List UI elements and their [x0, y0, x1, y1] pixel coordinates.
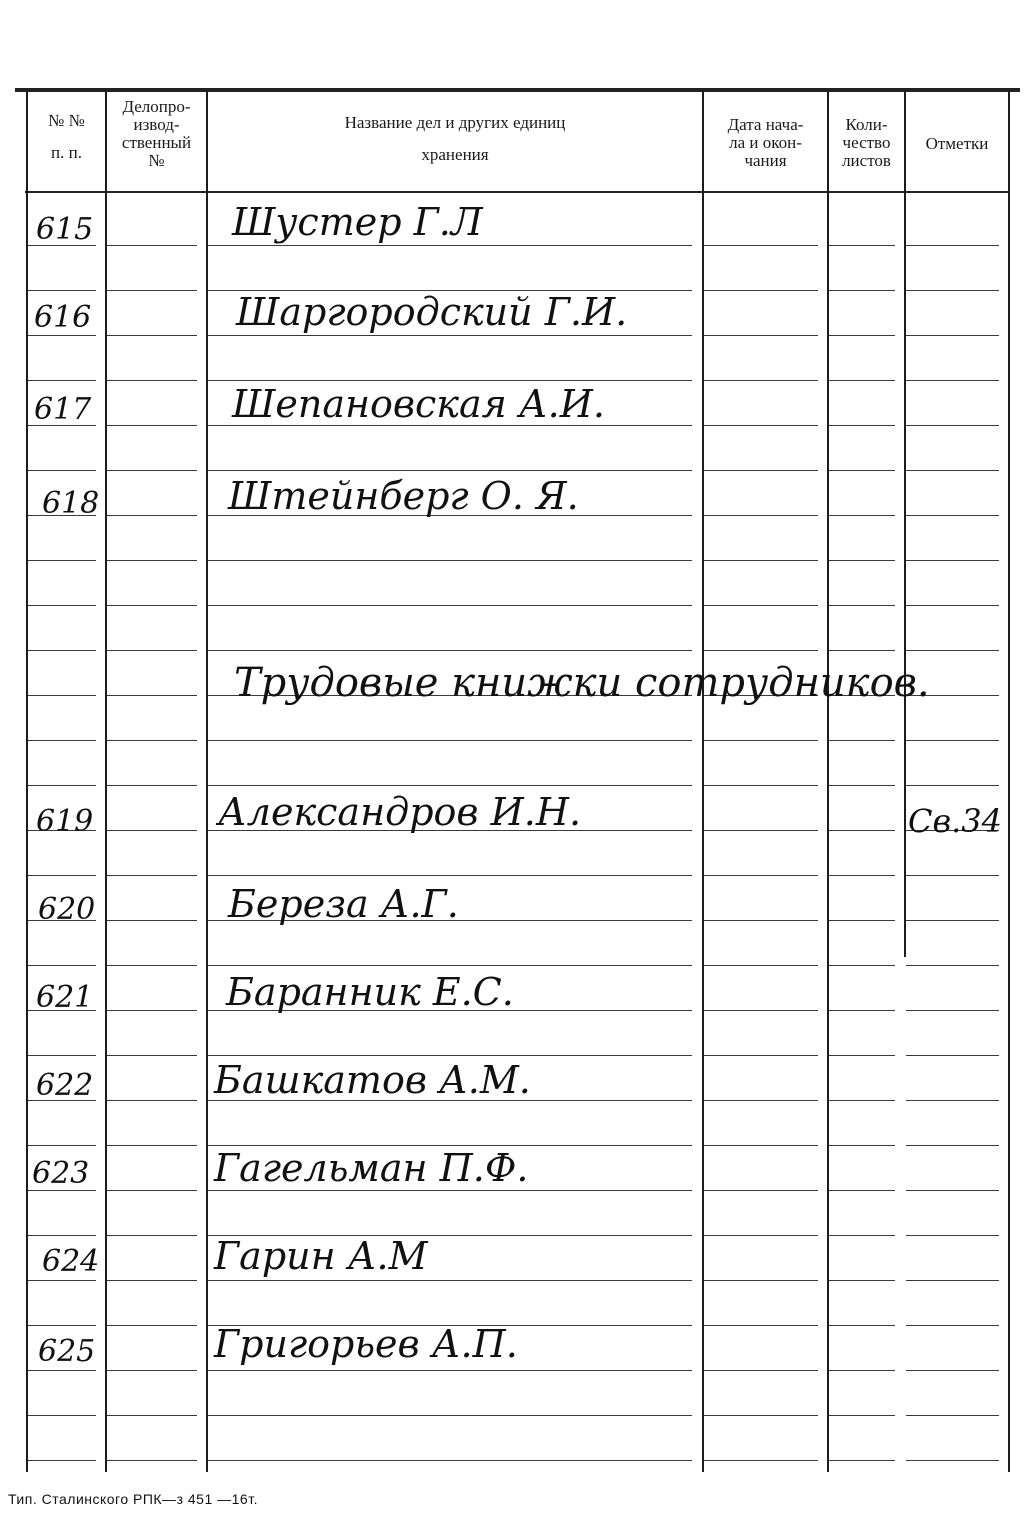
form-row-line: [906, 875, 999, 876]
form-row-line: [906, 470, 999, 471]
form-row-line: [28, 380, 96, 381]
form-row-line: [704, 380, 818, 381]
form-row-line: [829, 830, 895, 831]
form-row-line: [704, 1100, 818, 1101]
form-row-line: [906, 290, 999, 291]
form-row-line: [28, 740, 96, 741]
form-row-line: [906, 560, 999, 561]
entry-name: Шустер Г.Л: [232, 200, 483, 244]
form-row-line: [28, 1415, 96, 1416]
form-row-line: [906, 245, 999, 246]
form-row-line: [28, 470, 96, 471]
form-row-line: [107, 425, 197, 426]
form-row-line: [704, 650, 818, 651]
header-sheets: Коли- чество листов: [842, 115, 891, 170]
form-row-line: [107, 875, 197, 876]
column-divider: [105, 92, 107, 1472]
entry-name: Штейнберг О. Я.: [228, 474, 579, 518]
form-row-line: [107, 965, 197, 966]
form-row-line: [829, 1370, 895, 1371]
entry-number: 617: [34, 392, 92, 427]
form-row-line: [829, 470, 895, 471]
form-row-line: [829, 1415, 895, 1416]
form-row-line: [107, 1460, 197, 1461]
header-notes: Отметки: [925, 134, 989, 153]
form-row-line: [28, 875, 96, 876]
entry-name: Шепановская А.И.: [232, 382, 605, 426]
section-title: Трудовые книжки сотрудников.: [234, 660, 930, 706]
form-row-line: [704, 740, 818, 741]
form-row-line: [829, 875, 895, 876]
entry-number: 618: [42, 486, 100, 521]
form-row-line: [829, 245, 895, 246]
form-row-line: [107, 1280, 197, 1281]
form-row-line: [208, 470, 692, 471]
form-row-line: [829, 290, 895, 291]
column-divider: [904, 92, 906, 957]
entry-number: 619: [36, 804, 94, 839]
form-row-line: [704, 245, 818, 246]
form-row-line: [107, 560, 197, 561]
form-row-line: [704, 785, 818, 786]
entry-name: Гагельман П.Ф.: [214, 1146, 529, 1190]
column-divider: [26, 92, 28, 1472]
form-row-line: [906, 425, 999, 426]
printer-imprint: Тип. Сталинского РПК—з 451 —16т.: [8, 1491, 258, 1507]
form-row-line: [28, 1325, 96, 1326]
form-row-line: [906, 785, 999, 786]
entry-number: 616: [34, 300, 92, 335]
form-row-line: [107, 920, 197, 921]
form-row-line: [28, 965, 96, 966]
form-row-line: [704, 1415, 818, 1416]
form-row-line: [829, 605, 895, 606]
form-row-line: [906, 650, 999, 651]
form-row-line: [829, 1100, 895, 1101]
form-row-line: [906, 1460, 999, 1461]
entry-number: 622: [36, 1068, 94, 1103]
column-divider: [702, 92, 704, 1472]
form-row-line: [208, 380, 692, 381]
entry-name: Григорьев А.П.: [214, 1322, 518, 1366]
form-row-line: [107, 1370, 197, 1371]
form-row-line: [107, 1010, 197, 1011]
entry-name: Гарин А.М: [214, 1234, 428, 1278]
form-row-line: [28, 650, 96, 651]
form-row-line: [704, 1460, 818, 1461]
form-row-line: [107, 1145, 197, 1146]
form-row-line: [906, 515, 999, 516]
form-row-line: [906, 1280, 999, 1281]
form-row-line: [704, 965, 818, 966]
form-row-line: [829, 1460, 895, 1461]
column-divider: [206, 92, 208, 1472]
entry-number: 625: [38, 1334, 96, 1369]
form-row-line: [28, 785, 96, 786]
form-row-line: [107, 515, 197, 516]
form-row-line: [704, 1055, 818, 1056]
form-row-line: [906, 1145, 999, 1146]
top-rule: [15, 88, 1020, 92]
form-row-line: [107, 1055, 197, 1056]
form-row-line: [906, 1235, 999, 1236]
form-row-line: [704, 830, 818, 831]
form-row-line: [829, 920, 895, 921]
header-rule: [25, 191, 1010, 193]
entry-number: 621: [36, 980, 94, 1015]
entry-name: Береза А.Г.: [228, 882, 459, 926]
form-row-line: [829, 1325, 895, 1326]
form-row-line: [208, 1190, 692, 1191]
entry-number: 623: [32, 1156, 90, 1191]
form-row-line: [906, 1370, 999, 1371]
form-row-line: [704, 1235, 818, 1236]
form-row-line: [28, 1280, 96, 1281]
form-row-line: [107, 605, 197, 606]
form-row-line: [28, 1055, 96, 1056]
form-row-line: [208, 605, 692, 606]
form-row-line: [829, 1145, 895, 1146]
form-row-line: [208, 1055, 692, 1056]
form-row-line: [208, 1460, 692, 1461]
form-row-line: [107, 1100, 197, 1101]
form-row-line: [28, 1145, 96, 1146]
form-row-line: [829, 650, 895, 651]
form-row-line: [208, 650, 692, 651]
form-row-line: [906, 740, 999, 741]
header-office-number: Делопро- извод- ственный №: [121, 97, 192, 170]
entry-name: Александров И.Н.: [218, 790, 582, 834]
form-row-line: [107, 740, 197, 741]
form-row-line: [906, 1415, 999, 1416]
column-divider: [827, 92, 829, 1472]
form-row-line: [28, 605, 96, 606]
form-row-line: [829, 425, 895, 426]
form-row-line: [107, 470, 197, 471]
form-row-line: [107, 290, 197, 291]
form-row-line: [704, 1190, 818, 1191]
header-dates: Дата нача- ла и окон- чания: [727, 115, 804, 170]
form-row-line: [28, 335, 96, 336]
form-row-line: [906, 920, 999, 921]
form-row-line: [704, 560, 818, 561]
entry-name: Шаргородский Г.И.: [236, 290, 628, 334]
entry-name: Башкатов А.М.: [214, 1058, 531, 1102]
form-row-line: [704, 425, 818, 426]
form-row-line: [829, 1235, 895, 1236]
form-row-line: [107, 245, 197, 246]
entry-note: Св.34: [908, 802, 1002, 840]
form-row-line: [704, 1145, 818, 1146]
form-row-line: [28, 695, 96, 696]
form-row-line: [208, 245, 692, 246]
form-row-line: [208, 1370, 692, 1371]
form-row-line: [906, 1325, 999, 1326]
form-row-line: [704, 515, 818, 516]
form-row-line: [107, 830, 197, 831]
entry-number: 624: [42, 1244, 100, 1279]
form-row-line: [829, 740, 895, 741]
form-row-line: [107, 785, 197, 786]
form-row-line: [107, 1325, 197, 1326]
form-row-line: [704, 470, 818, 471]
form-row-line: [107, 335, 197, 336]
entry-name: Баранник Е.С.: [226, 970, 514, 1014]
form-row-line: [829, 1280, 895, 1281]
header-title: Название дел и других единиц хранения: [344, 113, 566, 164]
form-row-line: [829, 965, 895, 966]
column-divider: [1008, 92, 1010, 1472]
form-row-line: [208, 1415, 692, 1416]
form-row-line: [829, 335, 895, 336]
form-row-line: [704, 1325, 818, 1326]
form-row-line: [208, 740, 692, 741]
form-row-line: [28, 560, 96, 561]
form-row-line: [28, 1370, 96, 1371]
form-row-line: [906, 965, 999, 966]
form-row-line: [208, 335, 692, 336]
form-row-line: [107, 1190, 197, 1191]
form-row-line: [107, 380, 197, 381]
form-row-line: [28, 1235, 96, 1236]
form-row-line: [704, 1370, 818, 1371]
form-row-line: [208, 965, 692, 966]
form-row-line: [829, 560, 895, 561]
form-row-line: [704, 875, 818, 876]
form-row-line: [28, 290, 96, 291]
entry-number: 620: [38, 892, 96, 927]
form-row-line: [829, 515, 895, 516]
form-row-line: [107, 1415, 197, 1416]
form-row-line: [829, 1190, 895, 1191]
form-row-line: [704, 1010, 818, 1011]
form-row-line: [829, 1010, 895, 1011]
form-row-line: [208, 1280, 692, 1281]
form-row-line: [829, 785, 895, 786]
form-row-line: [107, 1235, 197, 1236]
form-row-line: [906, 1055, 999, 1056]
form-row-line: [906, 1190, 999, 1191]
form-row-line: [208, 560, 692, 561]
form-row-line: [107, 650, 197, 651]
form-row-line: [906, 605, 999, 606]
form-row-line: [829, 1055, 895, 1056]
header-num: № № п. п.: [48, 111, 85, 162]
form-row-line: [208, 785, 692, 786]
form-row-line: [906, 1100, 999, 1101]
form-row-line: [906, 1010, 999, 1011]
form-row-line: [28, 1460, 96, 1461]
form-row-line: [107, 695, 197, 696]
form-row-line: [906, 335, 999, 336]
form-row-line: [704, 1280, 818, 1281]
entry-number: 615: [36, 212, 94, 247]
form-row-line: [704, 335, 818, 336]
form-row-line: [906, 380, 999, 381]
form-row-line: [704, 920, 818, 921]
form-row-line: [704, 605, 818, 606]
form-row-line: [704, 290, 818, 291]
form-row-line: [829, 380, 895, 381]
form-row-line: [208, 875, 692, 876]
